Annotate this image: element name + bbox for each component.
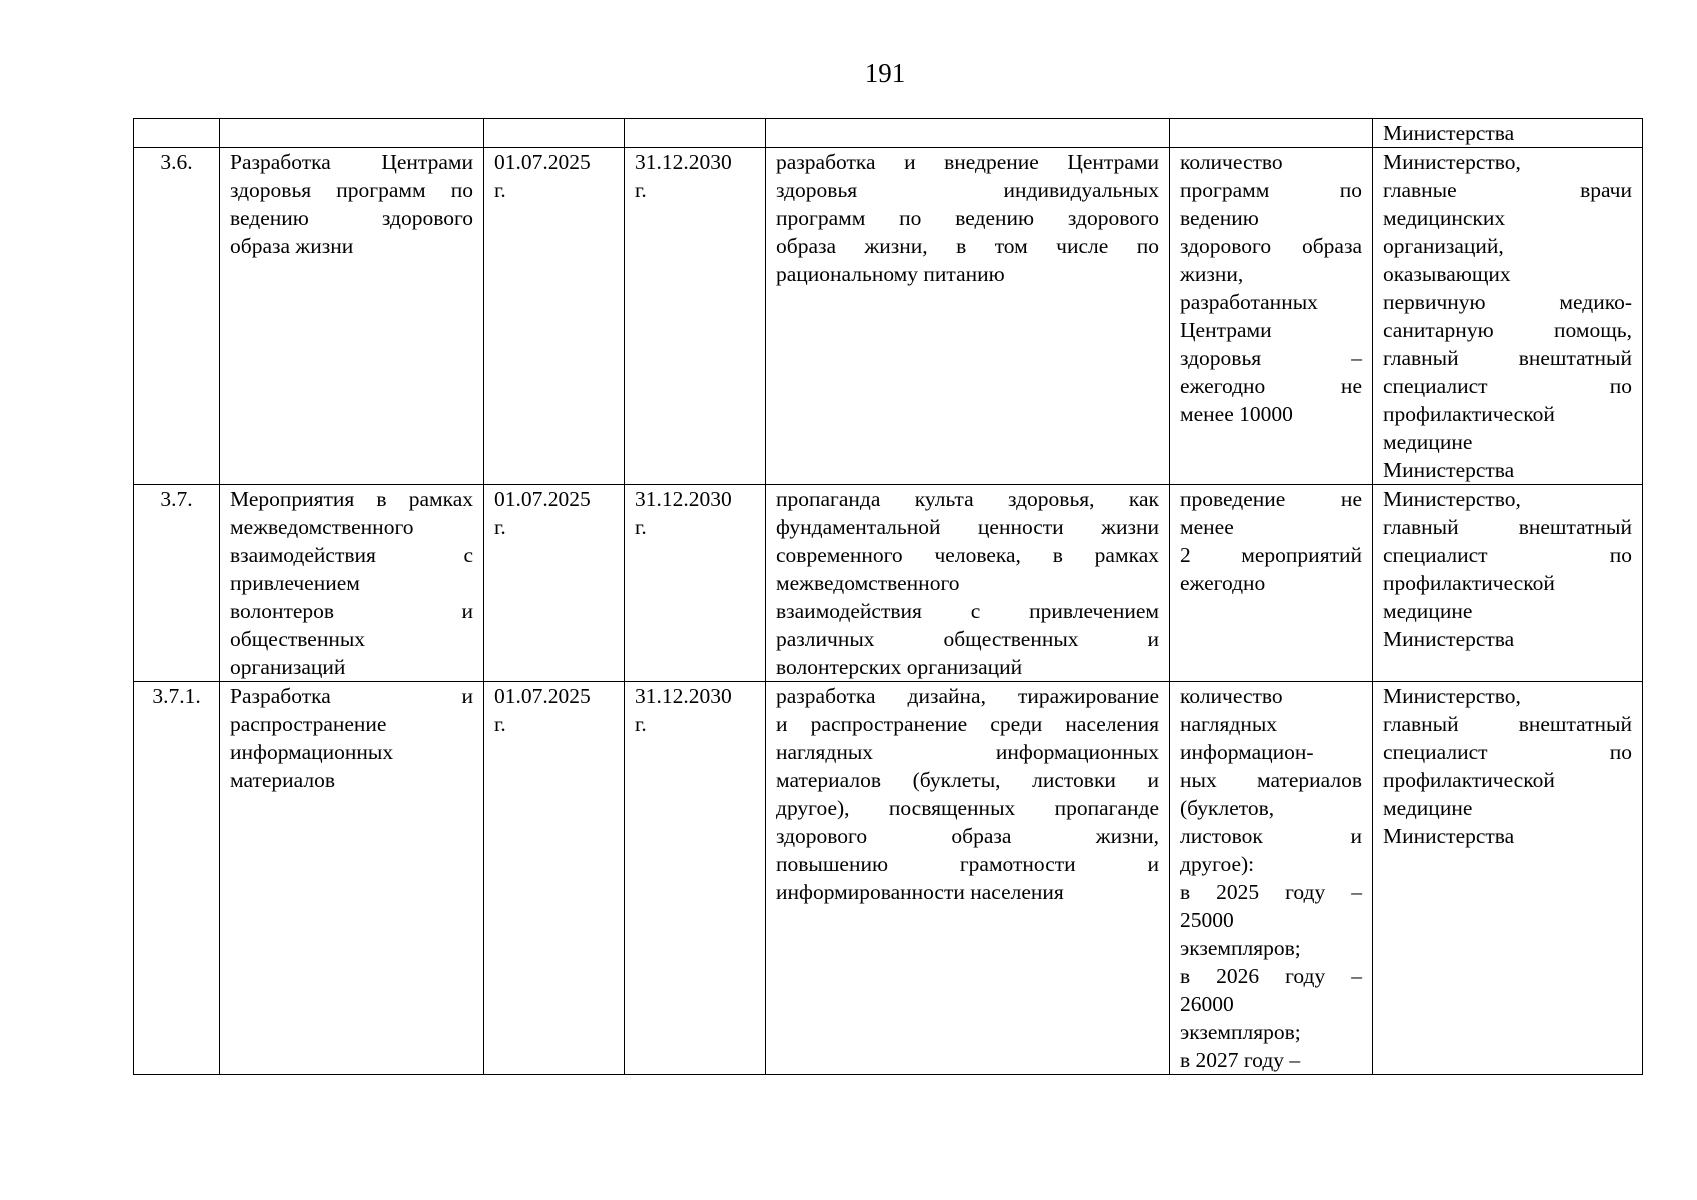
indicator-line: здорового образа <box>1180 234 1362 258</box>
result-line: и распространение среди населения <box>776 712 1159 736</box>
indicator-line: здоровья – <box>1180 346 1362 370</box>
cell-name <box>220 119 484 148</box>
indicator-line: экземпляров; <box>1180 936 1301 960</box>
cell-name <box>220 682 484 1075</box>
responsible-line: Министерства <box>1383 824 1515 848</box>
responsible-line: главные врачи <box>1383 178 1632 202</box>
result-line: другое), посвященных пропаганде <box>776 796 1159 820</box>
cell-result <box>766 119 1170 148</box>
indicator-line: программ по <box>1180 178 1362 202</box>
indicator-line: в 2027 году – <box>1180 1048 1301 1072</box>
end-line: 31.12.2030 <box>635 487 732 511</box>
name-line: общественных <box>230 627 366 651</box>
end-line: г. <box>635 515 647 539</box>
result-line: информированности населения <box>776 880 1064 904</box>
indicator-line: количество <box>1180 150 1283 174</box>
responsible-line: профилактической <box>1383 571 1555 595</box>
responsible-line: Министерства <box>1383 458 1515 482</box>
cell-start <box>484 119 625 148</box>
result-line: межведомственного <box>776 571 960 595</box>
indicator-line: 26000 <box>1180 992 1234 1016</box>
result-line: наглядных информационных <box>776 740 1159 764</box>
indicator-line: количество <box>1180 684 1283 708</box>
responsible-line: организаций, <box>1383 234 1504 258</box>
name-line: материалов <box>230 768 336 792</box>
cell-start <box>484 485 625 682</box>
responsible-line: профилактической <box>1383 768 1555 792</box>
cell-responsible: Министерства <box>1373 119 1643 148</box>
responsible-line: оказывающих <box>1383 262 1511 286</box>
indicator-line: Центрами <box>1180 318 1272 342</box>
indicator-line: проведение не <box>1180 487 1362 511</box>
cell-end <box>625 148 766 485</box>
name-line: межведомственного <box>230 515 414 539</box>
result-line: разработка и внедрение Центрами <box>776 150 1159 174</box>
cell-result <box>766 148 1170 485</box>
responsible-line: специалист по <box>1383 374 1632 398</box>
cell-name <box>220 485 484 682</box>
result-line: волонтерских организаций <box>776 655 1023 679</box>
cell-indicator <box>1170 148 1373 485</box>
cell-responsible <box>1373 148 1643 485</box>
name-line: образа жизни <box>230 234 354 258</box>
result-line: современного человека, в рамках <box>776 543 1159 567</box>
cell-name <box>220 148 484 485</box>
start-line: 01.07.2025 <box>494 487 591 511</box>
page-number: 191 <box>864 58 906 88</box>
name-line: распространение <box>230 712 387 736</box>
name-line: информационных <box>230 740 394 764</box>
indicator-line: менее 10000 <box>1180 402 1293 426</box>
start-line: г. <box>494 712 506 736</box>
result-line: здорового образа жизни, <box>776 824 1159 848</box>
result-line: разработка дизайна, тиражирование <box>776 684 1159 708</box>
cell-indicator <box>1170 682 1373 1075</box>
name-line: организаций <box>230 655 346 679</box>
cell-num: 3.6. <box>134 148 220 485</box>
cell-responsible <box>1373 682 1643 1075</box>
result-line: программ по ведению здорового <box>776 206 1159 230</box>
name-line: Мероприятия в рамках <box>230 487 473 511</box>
table-row-continuation <box>134 119 1643 148</box>
end-line: 31.12.2030 <box>635 150 732 174</box>
result-line: материалов (буклеты, листовки и <box>776 768 1159 792</box>
indicator-line: листовок и <box>1180 824 1362 848</box>
start-line: г. <box>494 178 506 202</box>
indicator-line: 2 мероприятий <box>1180 543 1362 567</box>
cell-end <box>625 119 766 148</box>
indicator-line: 25000 <box>1180 908 1234 932</box>
cell-num: 3.7.1. <box>134 682 220 1075</box>
result-line: пропаганда культа здоровья, как <box>776 487 1159 511</box>
name-line: волонтеров и <box>230 599 473 623</box>
name-line: Разработка и <box>230 684 473 708</box>
responsible-line: Министерство, <box>1383 684 1521 708</box>
start-line: 01.07.2025 <box>494 684 591 708</box>
indicator-line: другое): <box>1180 852 1255 876</box>
table-row <box>134 485 1643 682</box>
name-line: ведению здорового <box>230 206 473 230</box>
cell-end <box>625 485 766 682</box>
responsible-line: специалист по <box>1383 543 1632 567</box>
result-line: различных общественных и <box>776 627 1159 651</box>
responsible-line: медицинских <box>1383 206 1506 230</box>
cell-num: 3.7. <box>134 485 220 682</box>
name-line: здоровья программ по <box>230 178 473 202</box>
end-line: 31.12.2030 <box>635 684 732 708</box>
responsible-line: главный внештатный <box>1383 712 1632 736</box>
cell-end <box>625 682 766 1075</box>
cell-start <box>484 682 625 1075</box>
responsible-line: Министерство, <box>1383 150 1521 174</box>
result-line: образа жизни, в том числе по <box>776 234 1159 258</box>
indicator-line: наглядных <box>1180 712 1278 736</box>
result-line: здоровья индивидуальных <box>776 178 1159 202</box>
name-line: взаимодействия с <box>230 543 473 567</box>
responsible-line: профилактической <box>1383 402 1555 426</box>
table-row <box>134 148 1643 485</box>
table-row <box>134 682 1643 1075</box>
indicator-line: экземпляров; <box>1180 1020 1301 1044</box>
indicator-line: ежегодно не <box>1180 374 1362 398</box>
indicator-line: в 2025 году – <box>1180 880 1362 904</box>
result-line: фундаментальной ценности жизни <box>776 515 1159 539</box>
result-line: повышению грамотности и <box>776 852 1159 876</box>
responsible-line: Министерство, <box>1383 487 1521 511</box>
result-line: рациональному питанию <box>776 262 1005 286</box>
cell-num <box>134 119 220 148</box>
responsible-line: медицине <box>1383 430 1473 454</box>
indicator-line: ведению <box>1180 206 1259 230</box>
indicator-line: жизни, <box>1180 262 1244 286</box>
indicator-line: разработанных <box>1180 290 1318 314</box>
responsible-line: главный внештатный <box>1383 346 1632 370</box>
cell-indicator <box>1170 485 1373 682</box>
indicator-line: ных материалов <box>1180 768 1362 792</box>
start-line: г. <box>494 515 506 539</box>
result-line: взаимодействия с привлечением <box>776 599 1159 623</box>
responsible-line: медицине <box>1383 796 1473 820</box>
cell-responsible <box>1373 485 1643 682</box>
responsible-line: санитарную помощь, <box>1383 318 1632 342</box>
indicator-line: информацион- <box>1180 740 1314 764</box>
indicator-line: менее <box>1180 515 1234 539</box>
cell-start <box>484 148 625 485</box>
responsible-line: главный внештатный <box>1383 515 1632 539</box>
indicator-line: ежегодно <box>1180 571 1266 595</box>
start-line: 01.07.2025 <box>494 150 591 174</box>
name-line: привлечением <box>230 571 360 595</box>
end-line: г. <box>635 712 647 736</box>
cell-indicator <box>1170 119 1373 148</box>
indicator-line: (буклетов, <box>1180 796 1275 820</box>
responsible-line: медицине <box>1383 599 1473 623</box>
responsible-line: специалист по <box>1383 740 1632 764</box>
indicator-line: в 2026 году – <box>1180 964 1362 988</box>
cell-result <box>766 485 1170 682</box>
measures-table <box>133 118 1643 1075</box>
name-line: Разработка Центрами <box>230 150 473 174</box>
cell-result <box>766 682 1170 1075</box>
end-line: г. <box>635 178 647 202</box>
responsible-line: Министерства <box>1383 627 1515 651</box>
responsible-line: первичную медико- <box>1383 290 1632 314</box>
